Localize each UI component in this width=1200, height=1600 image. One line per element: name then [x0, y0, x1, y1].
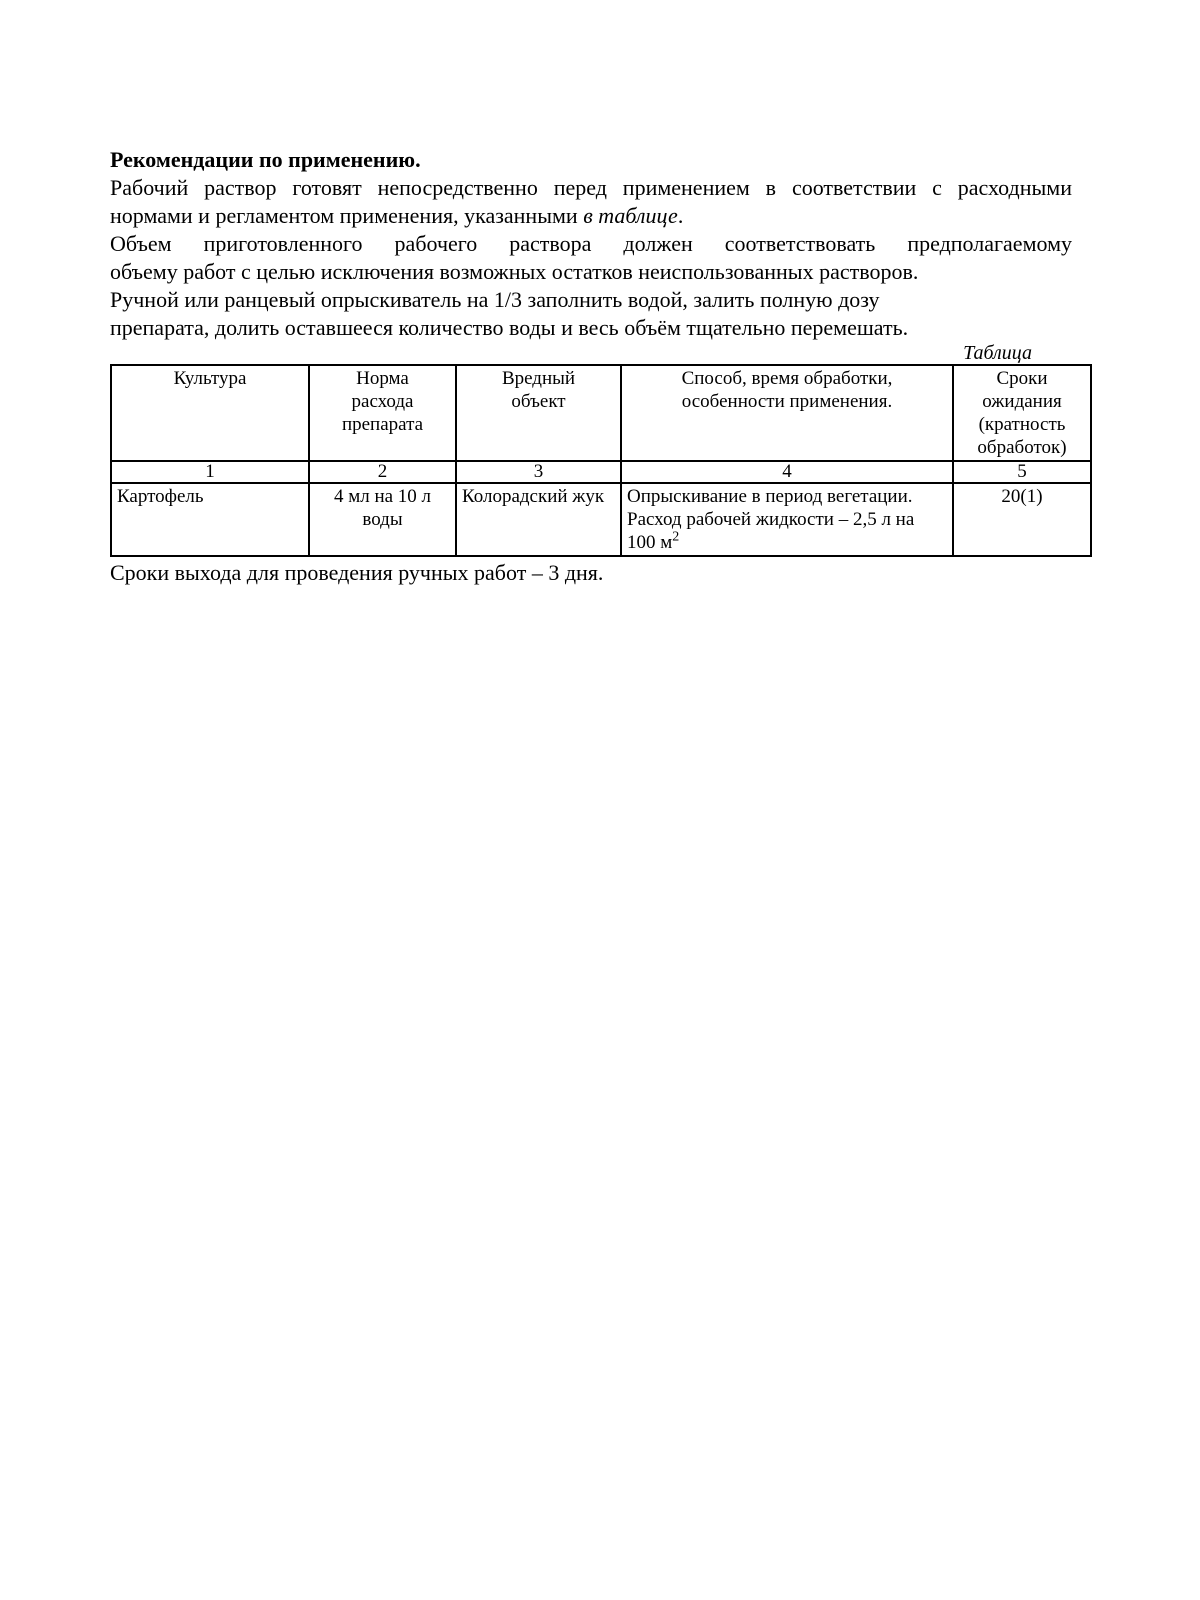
section-heading: Рекомендации по применению.	[110, 147, 421, 172]
footer-note: Сроки выхода для проведения ручных работ – 3 дня.	[110, 560, 604, 585]
header-line: (кратность	[978, 414, 1066, 435]
header-line: препарата	[341, 414, 424, 435]
header-line: Вредный	[501, 368, 576, 389]
superscript-2: 2	[672, 529, 680, 545]
cell-line: воды	[362, 509, 403, 530]
cell-line: 4 мл на 10 л	[333, 486, 432, 507]
column-number: 2	[309, 461, 456, 483]
paragraph3-line2: препарата, долить оставшееся количество воды и весь объём тщательно перемешать.	[110, 315, 909, 340]
column-number: 5	[953, 461, 1091, 483]
column-number: 1	[111, 461, 309, 483]
header-line: Норма	[356, 368, 409, 389]
text-block	[110, 146, 1072, 342]
header-line: обработок)	[977, 437, 1067, 458]
text-run: .	[677, 203, 684, 228]
paragraph3-line1: Ручной или ранцевый опрыскиватель на 1/3 заполнить водой, залить полную дозу	[110, 287, 880, 312]
text-run-italic: в таблице	[583, 203, 678, 228]
header-line: Способ, время обработки,	[681, 368, 893, 389]
text-run: нормами и регламентом применения, указанными	[110, 203, 584, 228]
cell-method	[621, 483, 953, 556]
table-header-row	[111, 365, 1091, 461]
application-table	[110, 364, 1092, 557]
cell-pest: Колорадский жук	[456, 483, 621, 556]
header-line: объект	[511, 391, 566, 412]
column-number-row	[111, 461, 1091, 483]
paragraph1-line2	[110, 202, 1072, 230]
paragraph1-line1: Рабочий раствор готовят непосредственно перед применением в соответствии с расходными	[110, 175, 1072, 200]
paragraph2-line2: объему работ с целью исключения возможных остатков неиспользованных растворов.	[110, 259, 919, 284]
text-run: 100 м	[627, 532, 673, 553]
cell-line	[627, 531, 947, 554]
cell-dose	[309, 483, 456, 556]
header-line: ожидания	[982, 391, 1062, 412]
header-line: Сроки	[996, 368, 1048, 389]
header-line: Культура	[173, 368, 247, 389]
cell-line: Опрыскивание в период вегетации.	[627, 486, 913, 507]
header-cell-culture	[111, 365, 309, 461]
header-cell-method	[621, 365, 953, 461]
cell-waiting-period: 20(1)	[953, 483, 1091, 556]
header-cell-waiting	[953, 365, 1091, 461]
header-cell-pest	[456, 365, 621, 461]
cell-line: Расход рабочей жидкости – 2,5 л на	[627, 509, 915, 530]
paragraph2-line1: Объем приготовленного рабочего раствора должен соответствовать предполагаемому	[110, 231, 1072, 256]
cell-culture: Картофель	[111, 483, 309, 556]
column-number: 4	[621, 461, 953, 483]
header-cell-dose	[309, 365, 456, 461]
column-number: 3	[456, 461, 621, 483]
table-caption: Таблица	[963, 342, 1032, 364]
table-row	[111, 483, 1091, 556]
header-line: расхода	[351, 391, 414, 412]
header-line: особенности применения.	[681, 391, 893, 412]
